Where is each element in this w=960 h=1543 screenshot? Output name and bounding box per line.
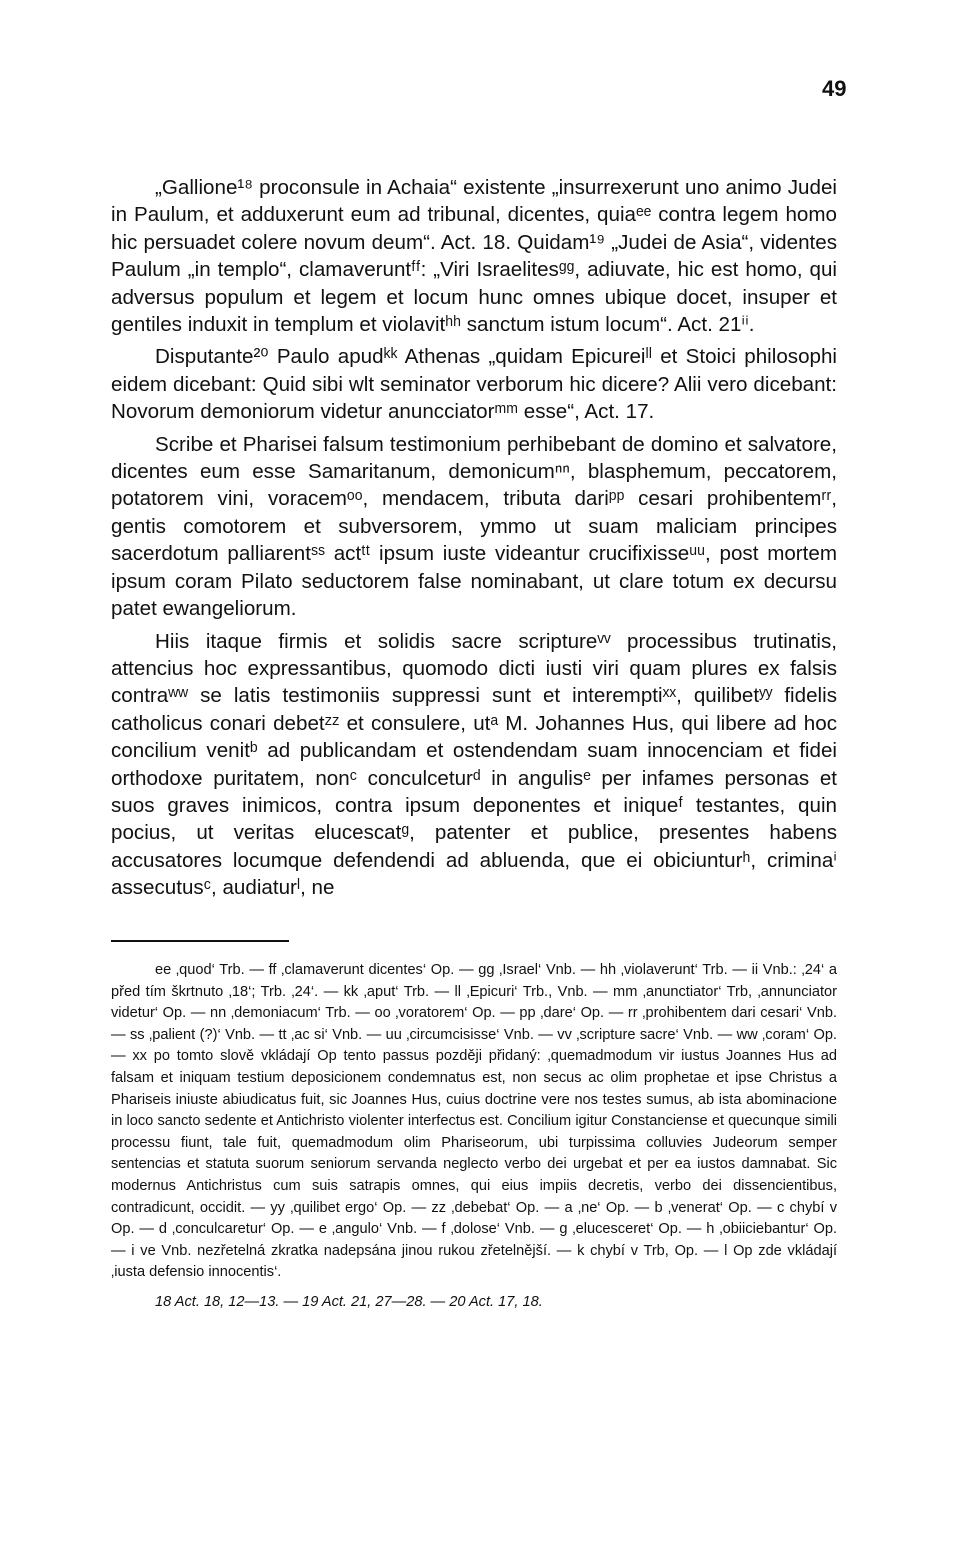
critical-apparatus: ee ‚quod‘ Trb. — ff ‚clamaverunt dicentes‘ Op. — gg ‚Israel‘ Vnb. — hh ‚violaverunt‘ Trb. — ii Vnb.: ‚24‘ a před tím škrtnuto ‚18‘; Trb. ‚24‘. — kk ‚aput‘ Trb. — ll ‚Epicuri‘ Trb., Vnb. — mm ‚anunctiator‘ Trb, ‚annunciator videtur‘ Op. — nn ‚demoniacum‘ Trb. — oo ‚voratorem‘ Op. — pp ‚dare‘ Op. — rr ‚prohibentem dari cesari‘ Vnb. — ss ‚palient (?)‘ Vnb. — tt ‚ac si‘ Vnb. — uu ‚circumcisisse‘ Vnb. — vv ‚scripture sacre‘ Vnb. — ww ‚coram‘ Op. — xx po tomto slově vkládají Op tento passus později přidaný: ‚quemadmodum vir iustus Joannes Hus ad falsam et iniquam testium deposicionem condemnatus est, non secus ac olim prophetae et ipse Christus a Phariseis iniuste abiudicatus fuit, sic Joannes Hus, cuius doctrine vere nos testes sumus, ab ista abominacione in loco sancto sedente et Antichristo violenter interfectus est. Concilium igitur Constanciense et quecunque simili processu fiunt, tale fuit, quemadmodum olim Phariseorum, ubi turpissima colluvies Judeorum semper sentencias et statuta suorum seniorum servanda neglecto verbo dei urgebat et per ea iustos damnabat. Sic modernus Antichristus cum suis satrapis omnes, qui eius impiis decretis, verbo dei dissencientibus, contradicunt, occidit. — yy ‚quilibet ergo‘ Op. — zz ‚debebat‘ Op. — a ‚ne‘ Op. — b ‚venerat‘ Op. — c chybí v Op. — d ‚conculcaretur‘ Op. — e ‚angulo‘ Vnb. — f ‚dolose‘ Vnb. — g ‚elucesceret‘ Op. — h ‚obiiciebantur‘ Op. — i ve Vnb. nezřetelná zkratka nadepsána jinou rukou zřetelnější. — k chybí v Trb, Op. — l Op zde vkládají ‚iusta defensio innocentis‘.	[111, 962, 837, 1281]
paragraph: „Gallione¹⁸ proconsule in Achaia“ existente „insurrexerunt uno animo Judei in Paulum, et adduxerunt eum ad tribunal, dicentes, quiaᵉᵉ contra legem homo hic persuadet colere novum deum“. Act. 18. Quidam¹⁹ „Judei de Asia“, videntes Paulum „in templo“, clamaveruntᶠᶠ: „Viri Israelitesᵍᵍ, adiuvate, hic est homo, qui adversus populum et legem et locum hunc omnes ubique docet, insuper et gentiles induxit in templum et violavitʰʰ sanctum istum locum“. Act. 21ⁱⁱ.	[111, 176, 837, 337]
paragraph: Hiis itaque firmis et solidis sacre scriptureᵛᵛ processibus trutinatis, attencius hoc expressantibus, quomodo dicti iusti viri quam plures ex falsis contraʷʷ se latis testimoniis suppressi sunt et interemptiˣˣ, quilibetʸʸ fidelis catholicus conari debetᶻᶻ et consulere, utᵃ M. Johannes Hus, qui libere ad hoc concilium venitᵇ ad publicandam et ostendendam suam innocenciam et fidei orthodoxe puritatem, nonᶜ conculceturᵈ in angulisᵉ per infames personas et suos graves inimicos, contra ipsum deponentes et iniqueᶠ testantes, quin pocius, ut veritas elucescatᵍ, patenter et publice, presentes habens accusatores locumque defendendi ad abluenda, que ei obiciunturʰ, criminaⁱ assecutusᶜ, audiaturˡ, ne	[111, 629, 837, 900]
main-text	[111, 174, 837, 907]
paragraph: Scribe et Pharisei falsum testimonium perhibebant de domino et salvatore, dicentes eum esse Samaritanum, demonicumⁿⁿ, blasphemum, peccatorem, potatorem vini, voracemᵒᵒ, mendacem, tributa dariᵖᵖ cesari prohibentemʳʳ, gentis comotorem et subversorem, ymmo ut suam maliciam principes sacerdotum palliarentˢˢ actᵗᵗ ipsum iuste videantur crucifixisseᵘᵘ, post mortem ipsum coram Pilato seductorem false nominabant, ut clare totum ex decursu patet ewangeliorum.	[111, 432, 837, 621]
footnotes	[111, 960, 837, 1320]
paragraph: Disputante²⁰ Paulo apudᵏᵏ Athenas „quidam Epicureiˡˡ et Stoici philosophi eidem dicebant: Quid sibi wlt seminator verborum hic dicere? Alii vero dicebant: Novorum demoniorum videtur anuncciatorᵐᵐ esse“, Act. 17.	[111, 345, 837, 424]
page-number: 49	[822, 76, 847, 101]
footnote-divider	[111, 940, 289, 942]
source-references: 18 Act. 18, 12—13. — 19 Act. 21, 27—28. — 20 Act. 17, 18.	[155, 1293, 543, 1310]
